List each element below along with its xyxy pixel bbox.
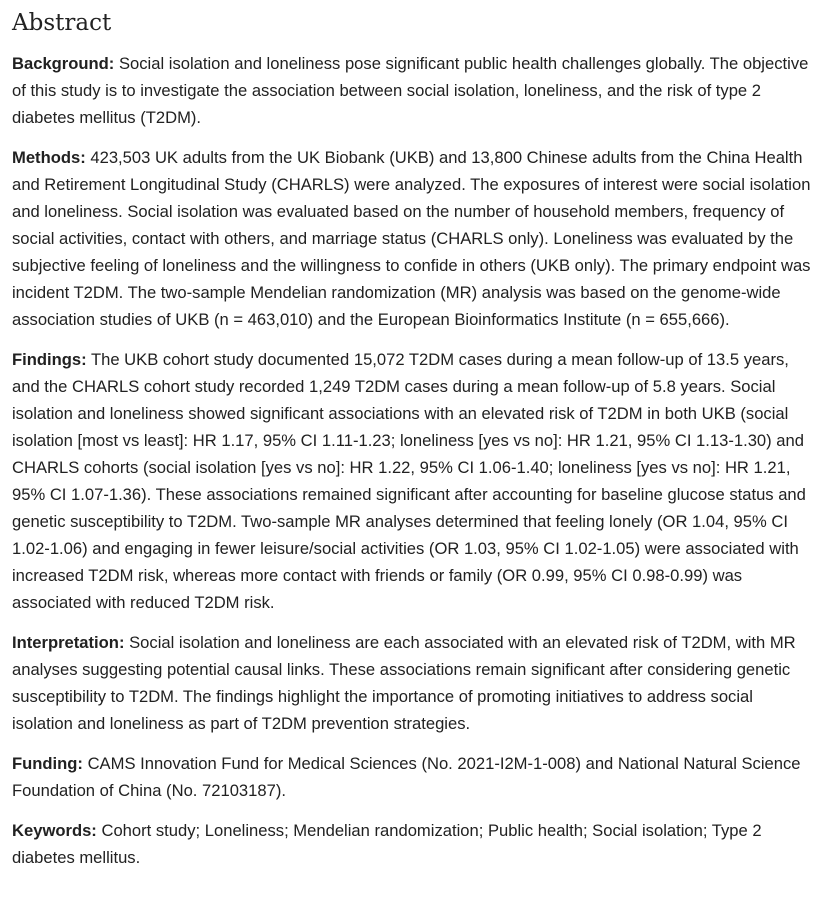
section-text: CAMS Innovation Fund for Medical Sciences (No. 2021-I2M-1-008) and National Natural Science Foundation of China (No. 72103187). [12,754,801,800]
section-label: Methods: [12,148,86,167]
abstract-funding [12,750,812,804]
section-text: Social isolation and loneliness are each associated with an elevated risk of T2DM, with MR analyses suggesting potential causal links. These associations remain significant after considering genetic susceptibility to T2DM. The findings highlight the importance of promoting initiatives to address social isolation and loneliness as part of T2DM prevention strategies. [12,633,796,733]
abstract-heading: Abstract [12,10,112,36]
section-label: Background: [12,54,115,73]
section-text: Social isolation and loneliness pose significant public health challenges globally. The objective of this study is to investigate the association between social isolation, loneliness, and the risk of type 2 diabetes mellitus (T2DM). [12,54,809,127]
section-label: Interpretation: [12,633,125,652]
section-label: Funding: [12,754,83,773]
abstract-findings [12,346,812,616]
abstract-interpretation [12,629,812,737]
abstract-methods [12,144,812,333]
section-text: Cohort study; Loneliness; Mendelian randomization; Public health; Social isolation; Type 2 diabetes mellitus. [12,821,762,867]
abstract-background [12,50,812,131]
section-text: 423,503 UK adults from the UK Biobank (UKB) and 13,800 Chinese adults from the China Health and Retirement Longitudinal Study (CHARLS) were analyzed. The exposures of interest were social isolation and loneliness. Social isolation was evaluated based on the number of household members, frequency of social activities, contact with others, and marriage status (CHARLS only). Loneliness was evaluated by the subjective feeling of loneliness and the willingness to confide in others (UKB only). The primary endpoint was incident T2DM. The two-sample Mendelian randomization (MR) analysis was based on the genome-wide association studies of UKB (n = 463,010) and the European Bioinformatics Institute (n = 655,666). [12,148,811,329]
section-label: Findings: [12,350,87,369]
section-label: Keywords: [12,821,97,840]
section-text: The UKB cohort study documented 15,072 T2DM cases during a mean follow-up of 13.5 years, and the CHARLS cohort study recorded 1,249 T2DM cases during a mean follow-up of 5.8 years. Social isolation and loneliness showed significant associations with an elevated risk of T2DM in both UKB (social isolation [most vs least]: HR 1.17, 95% CI 1.11-1.23; loneliness [yes vs no]: HR 1.21, 95% CI 1.13-1.30) and CHARLS cohorts (social isolation [yes vs no]: HR 1.22, 95% CI 1.06-1.40; loneliness [yes vs no]: HR 1.21, 95% CI 1.07-1.36). These associations remained significant after accounting for baseline glucose status and genetic susceptibility to T2DM. Two-sample MR analyses determined that feeling lonely (OR 1.04, 95% CI 1.02-1.06) and engaging in fewer leisure/social activities (OR 1.03, 95% CI 1.02-1.05) were associated with increased T2DM risk, whereas more contact with friends or family (OR 0.99, 95% CI 0.98-0.99) was associated with reduced T2DM risk. [12,350,806,612]
abstract-keywords [12,817,812,871]
